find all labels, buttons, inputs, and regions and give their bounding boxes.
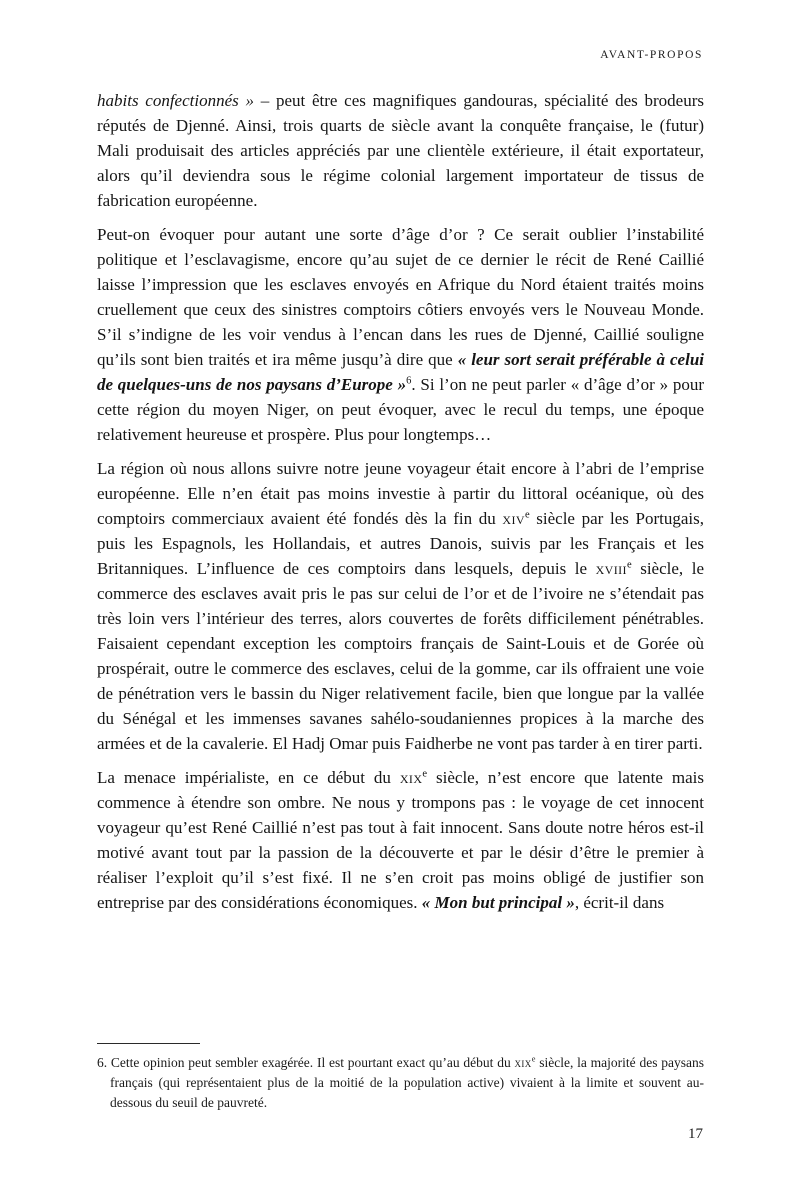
text-run: xix — [399, 768, 423, 787]
text-run: siècle, la majorité des paysans français (qui représentaient plus de la moitié de la population active) vivaient à la limite et souvent au-dessous du seuil de pauvreté. — [110, 1055, 704, 1110]
paragraph — [97, 456, 704, 756]
text-run: La menace impérialiste, en ce début du — [97, 768, 400, 787]
text-run: « Mon but principal » — [421, 893, 575, 912]
text-run: siècle, le commerce des esclaves avait pris le pas sur celui de l’or et de l’ivoire ne s’étendait pas très loin vers l’intérieur des terres, alors couvertes de forêts difficilement pénétrables. Faisaient cependant exception les comptoirs français de Saint-Louis et de Gorée où prospérait, outre le commerce des esclaves, celui de la gomme, car ils offraient une voie de pénétration vers le bassin du Niger relativement facile, bien que longue par la vallée du Sénégal et les immenses savanes sahélo-soudaniennes propices à la marche des armées et de la cavalerie. El Hadj Omar puis Faidherbe ne vont pas tarder à en tirer parti. — [97, 559, 704, 753]
paragraph — [97, 222, 704, 447]
text-run: 6. Cette opinion peut sembler exagérée. Il est pourtant exact qu’au début du — [97, 1055, 515, 1070]
text-run: siècle, n’est encore que latente mais commence à étendre son ombre. Ne nous y trompons pas : le voyage de cet innocent voyageur qu’est René Caillié n’est pas tout à fait innocent. Sans doute notre héros est-il motivé avant tout par la passion de la découverte et par le désir d’être le premier à réaliser l’exploit qu’il s’est fixé. Il ne s’en croit pas moins obligé de justifier son entreprise par des considérations économiques. — [97, 768, 704, 912]
text-run: Peut-on évoquer pour autant une sorte d’âge d’or ? Ce serait oublier l’instabilité politique et l’esclavagisme, encore qu’au sujet de ce dernier le récit de René Caillié laisse l’impression que les esclaves envoyés en Afrique du Nord étaient traités moins cruellement que ceux des sinistres comptoirs côtiers envoyés vers le Nouveau Monde. S’il s’indigne de les voir vendus à l’encan dans les rues de Djenné, Caillié souligne qu’ils sont bien traités et ira même jusqu’à dire que — [97, 225, 704, 369]
text-run: xiv — [502, 509, 525, 528]
text-run: xix — [514, 1055, 532, 1070]
text-run: habits confectionnés » — [97, 91, 254, 110]
body-text — [97, 88, 704, 924]
text-run: siècle par les Portugais, puis les Espagnols, les Hollandais, et autres Danois, suivis par les Français et les Britanniques. L’influence de ces comptoirs dans lesquels, depuis le — [97, 509, 704, 578]
text-run: xviii — [595, 559, 627, 578]
text-run: . Si l’on ne peut parler « d’âge d’or » pour cette région du moyen Niger, on peut évoquer, avec le recul du temps, une époque relativement heureuse et prospère. Plus pour longtemps… — [97, 375, 704, 444]
footnote — [97, 1053, 704, 1113]
footnote-separator — [97, 1043, 200, 1044]
text-run: « leur sort serait préférable à celui de quelques-uns de nos paysans d’Europe » — [97, 350, 705, 394]
text-run: La région où nous allons suivre notre jeune voyageur était encore à l’abri de l’emprise européenne. Elle n’en était pas moins investie à partir du littoral océanique, où des comptoirs commerciaux avaient été fondés dès la fin du — [97, 459, 704, 528]
paragraph — [97, 765, 704, 915]
text-run: – peut être ces magnifiques gandouras, spécialité des brodeurs réputés de Djenné. Ainsi, trois quarts de siècle avant la conquête française, le (futur) Mali produisait des articles appréciés par une clientèle extérieure, il était exportateur, alors qu’il deviendra sous le régime colonial largement importateur de tissus de fabrication européenne. — [97, 91, 704, 210]
page-number: 17 — [688, 1126, 703, 1142]
text-run: 6 — [406, 375, 412, 387]
text-run: e — [531, 1054, 536, 1064]
text-run: e — [524, 509, 530, 521]
running-header: AVANT-PROPOS — [600, 49, 703, 61]
footnote-area — [97, 1043, 704, 1113]
text-run: e — [422, 768, 428, 780]
text-run: , écrit-il dans — [574, 893, 665, 912]
text-run: e — [626, 559, 632, 571]
paragraph — [97, 88, 704, 213]
